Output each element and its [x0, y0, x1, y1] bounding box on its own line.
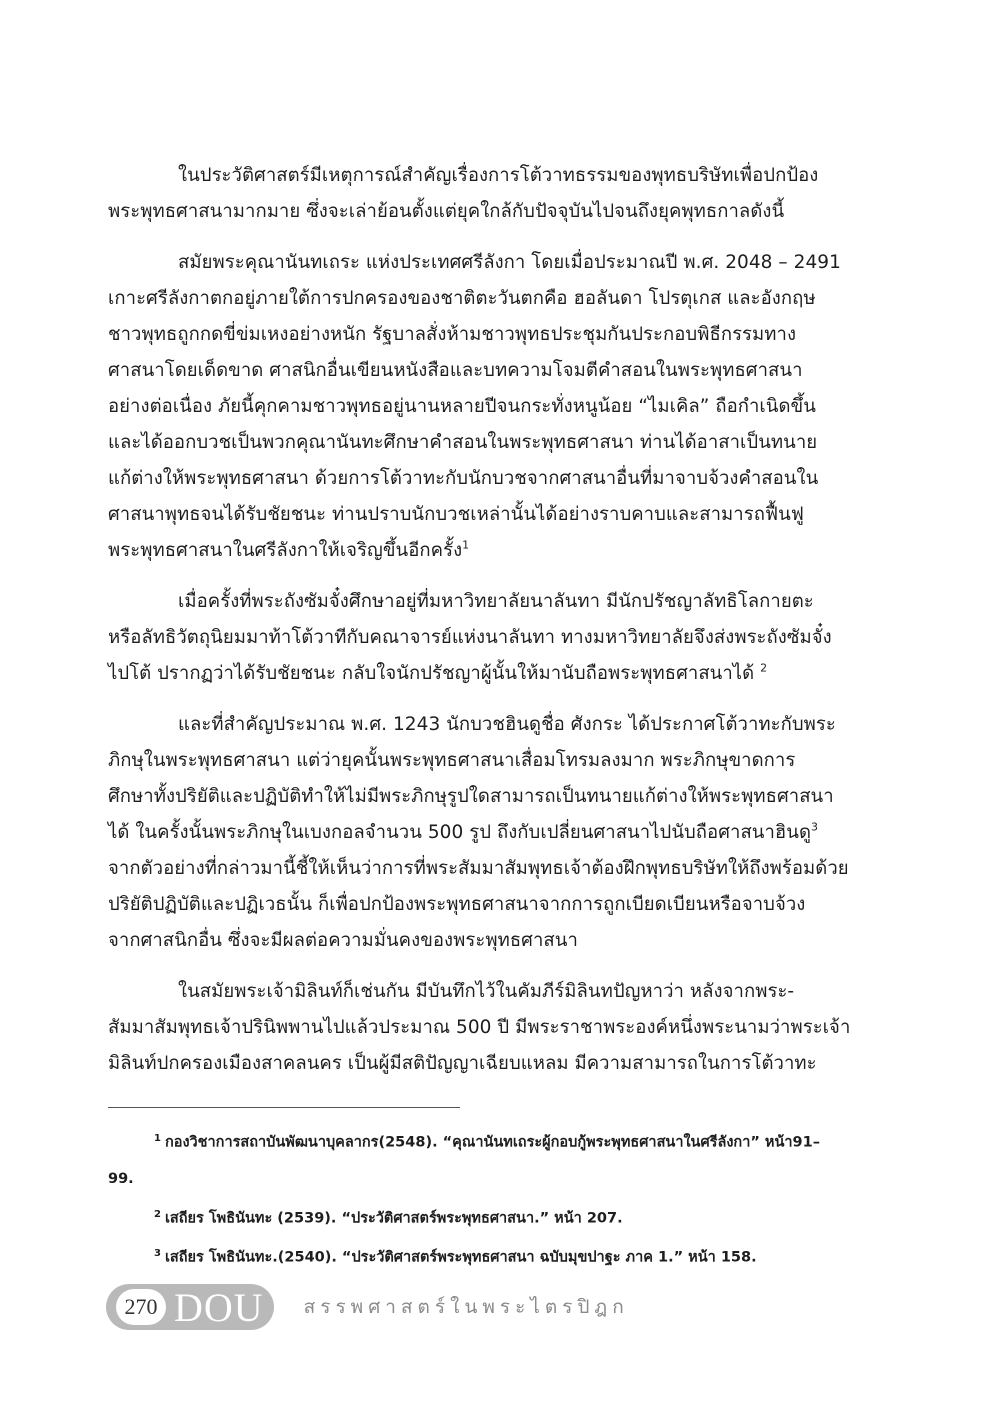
text-line	[108, 497, 884, 533]
text-line	[108, 620, 884, 656]
text-line-content: จากศาสนิกอื่น ซึ่งจะมีผลต่อความมั่นคงของพระพุทธศาสนา	[108, 930, 578, 951]
text-line	[108, 245, 884, 281]
text-line-content: ไปโต้ ปรากฏว่าได้รับชัยชนะ กลับใจนักปรัชญาผู้นั้นให้มานับถือพระพุทธศาสนาได้	[108, 663, 761, 684]
text-line-content: สมัยพระคุณานันทเถระ แห่งประเทศศรีลังกา โดยเมื่อประมาณปี พ.ศ. 2048 – 2491	[178, 252, 841, 273]
text-line	[108, 194, 884, 230]
text-line	[108, 281, 884, 317]
text-line	[108, 389, 884, 425]
footnote-1-continuation: 99.	[108, 1170, 134, 1187]
body-text	[108, 158, 884, 1082]
text-line-content: และได้ออกบวชเป็นพวกคุณานันทะศึกษาคำสอนในพระพุทธศาสนา ท่านได้อาสาเป็นทนาย	[108, 432, 818, 453]
text-line-content: ศาสนาพุทธจนได้รับชัยชนะ ท่านปราบนักบวชเหล่านั้นได้อย่างราบคาบและสามารถฟื้นฟู	[108, 504, 804, 525]
text-line-content: ในประวัติศาสตร์มีเหตุการณ์สำคัญเรื่องการโต้วาทธรรมของพุทธบริษัทเพื่อปกป้อง	[178, 165, 819, 186]
text-line	[108, 923, 884, 959]
footnote-number: 1	[154, 1133, 161, 1144]
text-line	[108, 584, 884, 620]
text-line	[108, 1010, 884, 1046]
footer-badge	[106, 1284, 274, 1330]
text-line	[108, 887, 884, 923]
text-line-content: เกาะศรีลังกาตกอยู่ภายใต้การปกครองของชาติตะวันตกคือ ฮอลันดา โปรตุเกส และอังกฤษ	[108, 288, 816, 309]
text-line	[108, 533, 884, 569]
text-line	[108, 158, 884, 194]
footnote-reference: 3	[811, 820, 819, 834]
text-line	[108, 425, 884, 461]
text-line-content: และที่สำคัญประมาณ พ.ศ. 1243 นักบวชฮินดูชื่อ ศังกระ ได้ประกาศโต้วาทะกับพระ	[178, 714, 836, 735]
text-line-content: ในสมัยพระเจ้ามิลินท์ก็เช่นกัน มีบันทึกไว้ในคัมภีร์มิลินทปัญหาว่า หลังจากพระ-	[178, 981, 795, 1002]
text-line-content: พระพุทธศาสนามากมาย ซึ่งจะเล่าย้อนตั้งแต่ยุคใกล้กับปัจจุบันไปจนถึงยุคพุทธกาลดังนี้	[108, 201, 785, 222]
text-line-content: พระพุทธศาสนาในศรีลังกาให้เจริญขึ้นอีกครั้ง	[108, 540, 463, 561]
text-line-content: ชาวพุทธถูกกดขี่ข่มเหงอย่างหนัก รัฐบาลสั่งห้ามชาวพุทธประชุมกันประกอบพิธีกรรมทาง	[108, 324, 797, 345]
footnote-text: กองวิชาการสถาบันพัฒนาบุคลากร(2548). “คุณานันทเถระผู้กอบกู้พระพุทธศาสนาในศรีลังกา” หน้า91–	[164, 1134, 820, 1151]
footnote-2	[108, 1204, 888, 1230]
text-line	[108, 974, 884, 1010]
text-line	[108, 656, 884, 692]
footnote-3	[108, 1243, 888, 1269]
text-line-content: จากตัวอย่างที่กล่าวมานี้ชี้ให้เห็นว่าการที่พระสัมมาสัมพุทธเจ้าต้องฝึกพุทธบริษัทให้ถึงพร้อมด้วย	[108, 858, 849, 879]
footnote-reference: 1	[462, 538, 470, 552]
footnote-1	[108, 1128, 888, 1154]
text-line-content: ศาสนาโดยเด็ดขาด ศาสนิกอื่นเขียนหนังสือและบทความโจมตีคำสอนในพระพุทธศาสนา	[108, 360, 803, 381]
footnote-reference: 2	[760, 661, 768, 675]
text-line	[108, 779, 884, 815]
footnote-number: 3	[154, 1248, 161, 1259]
running-title: สรรพศาสตร์ในพระไตรปิฎก	[303, 1296, 629, 1318]
text-line-content: ภิกษุในพระพุทธศาสนา แต่ว่ายุคนั้นพระพุทธศาสนาเสื่อมโทรมลงมาก พระภิกษุขาดการ	[108, 750, 796, 771]
text-line	[108, 317, 884, 353]
brand-logo: DOU	[174, 1284, 264, 1330]
text-line-content: อย่างต่อเนื่อง ภัยนี้คุกคามชาวพุทธอยู่นานหลายปีจนกระทั่งหนูน้อย “ไมเคิล” ถือกำเนิดขึ้น	[108, 396, 816, 417]
text-line-content: มิลินท์ปกครองเมืองสาคลนคร เป็นผู้มีสติปัญญาเฉียบแหลม มีความสามารถในการโต้วาทะ	[108, 1053, 817, 1074]
text-line	[108, 1046, 884, 1082]
text-line	[108, 461, 884, 497]
text-line-content: หรือลัทธิวัตถุนิยมมาท้าโต้วาทีกับคณาจารย์แห่งนาลันทา ทางมหาวิทยาลัยจึงส่งพระถังซัมจั๋ง	[108, 627, 832, 648]
page-footer	[106, 1282, 629, 1332]
text-line	[108, 851, 884, 887]
text-line-content: สัมมาสัมพุทธเจ้าปรินิพพานไปแล้วประมาณ 500 ปี มีพระราชาพระองค์หนึ่งพระนามว่าพระเจ้า	[108, 1017, 851, 1038]
footnote-text: เสถียร โพธินันทะ (2539). “ประวัติศาสตร์พระพุทธศาสนา.” หน้า 207.	[164, 1210, 623, 1226]
text-line-content: เมื่อครั้งที่พระถังซัมจั๋งศึกษาอยู่ที่มหาวิทยาลัยนาลันทา มีนักปรัชญาลัทธิโลกายตะ	[178, 591, 814, 612]
text-line-content: ศึกษาทั้งปริยัติและปฏิบัติทำให้ไม่มีพระภิกษุรูปใดสามารถเป็นทนายแก้ต่างให้พระพุทธศาสนา	[108, 786, 834, 807]
text-line	[108, 815, 884, 851]
text-line-content: ได้ ในครั้งนั้นพระภิกษุในเบงกอลจำนวน 500 รูป ถึงกับเปลี่ยนศาสนาไปนับถือศาสนาฮินดู	[108, 822, 812, 843]
footnote-text: เสถียร โพธินันทะ.(2540). “ประวัติศาสตร์พระพุทธศาสนา ฉบับมุขปาฐะ ภาค 1.” หน้า 158.	[164, 1249, 757, 1266]
text-line	[108, 353, 884, 389]
footnote-number: 2	[154, 1208, 161, 1220]
text-line-content: แก้ต่างให้พระพุทธศาสนา ด้วยการโต้วาทะกับนักบวชจากศาสนาอื่นที่มาจาบจ้วงคำสอนใน	[108, 468, 819, 489]
footnote-divider	[108, 1107, 460, 1108]
text-line-content: ปริยัติปฏิบัติและปฏิเวธนั้น ก็เพื่อปกป้องพระพุทธศาสนาจากการถูกเบียดเบียนหรือจาบจ้วง	[108, 894, 806, 915]
text-line	[108, 743, 884, 779]
footnotes	[108, 1128, 888, 1269]
page-number: 270	[116, 1289, 166, 1325]
text-line	[108, 707, 884, 743]
